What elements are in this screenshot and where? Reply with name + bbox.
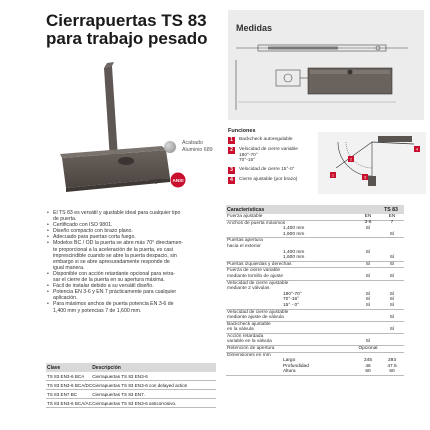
feature-line: • Disponible con acción retardante opcional para retra- (53, 270, 175, 277)
cell-descripcion: Cierrapuertas TS 83 EN7. (92, 390, 216, 399)
funciones-list (228, 137, 318, 187)
funcion-item (228, 137, 318, 144)
table-row (226, 238, 404, 261)
funcion-text: 70°-15° (239, 158, 256, 164)
diagram-marker-3: 3 (363, 174, 367, 180)
funcion-text: Velocidad de cierre 15°-0° (239, 166, 295, 172)
cell-descripcion: Cierrapuertas TS 83 EN3-6 (92, 372, 216, 381)
finish-label-1: Acabado (182, 140, 203, 146)
spec-cell: EN (364, 214, 372, 219)
spec-label: Fuerza ajustable (227, 214, 263, 219)
spec-label: Backcheck ajustable (227, 321, 271, 327)
feature-line: te proporcional a la aceleración de la puerta, es casi (53, 246, 173, 253)
product-title (46, 12, 236, 48)
feature-line: 1,400 mm y potencias 7 de 1,600 mm. (53, 307, 142, 314)
funcion-text: Cierre ajustable (por brazo) (239, 176, 298, 182)
spec-cell: Sí (389, 231, 395, 237)
ansi-logo (170, 172, 186, 188)
spec-label: Puertas apertura (227, 238, 263, 244)
table-row (226, 221, 404, 239)
spec-cell (356, 315, 380, 321)
spec-label: en la válvula (227, 327, 254, 333)
feature-line: • Adecuado para puertas corta fuego. (53, 234, 136, 241)
table-row (46, 372, 216, 381)
models-table (46, 363, 216, 408)
feature-line: embargo si se abre apresuradamente responde de (53, 258, 170, 265)
funcion-item (228, 147, 318, 164)
spec-label: Fuerza de cierre variable (227, 268, 281, 274)
door-closer-photo (46, 58, 176, 208)
specs-table (226, 205, 404, 376)
spec-cell: Sí (365, 261, 371, 267)
table-row (226, 281, 404, 310)
header-descripcion: Descripción (92, 363, 216, 372)
funciones-diagram (318, 132, 426, 194)
feature-item (47, 240, 217, 270)
funcion-item (228, 177, 318, 184)
features-list (47, 210, 217, 314)
title-line-2: para trabajo pesado (46, 29, 208, 48)
spec-cell (380, 346, 404, 352)
feature-line: imprescindible cuando se abre la puerta despacio, sin (53, 252, 177, 259)
spec-cell: 46 (365, 363, 371, 369)
spec-cell: Sí (389, 297, 395, 303)
finish-info (164, 140, 213, 153)
cell-descripcion: Cierrapuertas TS 83 EN3-6 anticorrosivo. (92, 399, 216, 408)
table-row (226, 268, 404, 280)
spec-cell: Sí (365, 297, 371, 303)
table-row (46, 390, 216, 399)
spec-label: Velocidad de cierre ajustable (227, 309, 289, 315)
funciones-title: Funciones (228, 128, 256, 134)
table-row (226, 322, 404, 334)
dimensions-drawing (228, 10, 424, 120)
feature-line: • Certificado con ISO 9801. (53, 222, 113, 229)
spec-cell (356, 255, 380, 261)
medidas-title: Medidas (236, 23, 273, 33)
feature-item (47, 210, 217, 222)
spec-cell: Sí (365, 339, 371, 345)
spec-label: variable en la válvula (227, 339, 272, 345)
spec-sublabel: Profundidad (283, 363, 309, 369)
finish-label-2: Aluminio 689 (182, 146, 213, 153)
spec-cell (356, 327, 380, 333)
spec-sublabel: 1,600 mm (283, 231, 305, 237)
spec-label: Retención de apertura (227, 346, 275, 352)
spec-cell: Sí (389, 291, 395, 297)
spec-sublabel: 1,400 mm (283, 249, 305, 255)
feature-item (47, 271, 217, 283)
spec-cell: 7 (390, 219, 394, 225)
spec-label: hacia el exterior (227, 243, 261, 249)
feature-item (47, 301, 217, 313)
specs-rows (226, 214, 404, 376)
spec-cell: 60 (365, 369, 371, 375)
header-clave: Clave (46, 363, 92, 372)
table-header-row (46, 363, 216, 372)
spec-cell: 245 (363, 358, 372, 364)
specs-header-label: Características (227, 206, 265, 213)
table-row (46, 381, 216, 390)
spec-sublabel: Altura (283, 369, 296, 375)
feature-line: • El TS 83 es versátil y ajustable ideal para cualquier tipo (53, 210, 181, 216)
funcion-item (228, 167, 318, 174)
spec-label: Anchos de puerta máximos (227, 220, 286, 226)
cell-clave: TS 83 EN3-6 BCA (46, 372, 92, 381)
spec-cell: 3-6 (364, 219, 372, 225)
funcion-number: 1 (228, 137, 235, 144)
diagram-marker-1: 1 (331, 172, 335, 178)
feature-line: • Fácil de instalar debido a su versátil diseño. (53, 283, 154, 290)
medidas-panel (228, 10, 424, 120)
funcion-number: 2 (228, 147, 235, 154)
spec-label: Acción retardada (227, 333, 264, 339)
feature-item (47, 289, 217, 301)
cell-clave: TS 83 EN3-6 BCA/AC (47, 400, 92, 406)
spec-cell: Sí (389, 261, 395, 267)
spec-sublabel: 15° - 0° (283, 302, 300, 308)
spec-cell: 293 (387, 358, 396, 364)
spec-cell: Sí (365, 291, 371, 297)
spec-cell: 60 (389, 369, 395, 375)
feature-line: • Modelos BC / OD la puerta se abre más 70° directamen- (53, 240, 184, 247)
spec-cell: Sí (389, 255, 395, 261)
funcion-text: 180°-70° (239, 152, 258, 158)
feature-line: igual manera. (53, 264, 85, 271)
diagram-marker-4: 4 (415, 146, 419, 152)
title-line-1: Cierrapuertas TS 83 (46, 11, 207, 30)
spec-label: Dimensiones en mm (227, 352, 271, 358)
spec-sublabel: Largo (283, 358, 296, 364)
spec-cell: Sí (365, 302, 371, 308)
spec-label: Velocidad de cierre ajustable (227, 280, 289, 286)
spec-cell: EN (388, 214, 396, 219)
spec-label: mediante 2 válvulas (227, 286, 270, 292)
cell-clave: TS 83 EN3-6 BCA/DC (47, 382, 93, 388)
spec-sublabel: 1,600 mm (283, 255, 305, 261)
spec-cell: 47.5 (387, 363, 397, 369)
spec-cell: Sí (389, 273, 395, 279)
spec-cell: Opcional (358, 346, 378, 352)
feature-line: aplicación. (53, 295, 78, 302)
spec-cell (380, 339, 404, 345)
feature-line: • Potencia EN 3-6 y EN 7 prácticamente para cualquier (53, 289, 177, 296)
spec-cell: Sí (389, 315, 395, 321)
cell-clave: TS 83 EN7 BC (46, 390, 92, 399)
spec-label: Puertas izquierdas y derechas (227, 261, 292, 267)
table-row (226, 310, 404, 322)
table-row (226, 334, 404, 346)
spec-cell: Sí (389, 327, 395, 333)
spec-cell: Sí (365, 273, 371, 279)
funcion-number: 3 (228, 167, 235, 174)
feature-line: sar el cierre de la puerta en su apertura máxima. (53, 277, 165, 284)
table-row (226, 353, 404, 376)
feature-line: • Para máximos anchos de puerta potencia EN 3-6 de (53, 301, 174, 308)
funcion-text: Backcheck autoregulable (239, 137, 293, 142)
cell-descripcion: Cierrapuertas TS 83 EN3-6 con delayed action (92, 381, 216, 390)
table-row (226, 346, 404, 353)
spec-sublabel: 180°-70° (283, 291, 302, 297)
funcion-text: Velocidad de cierre variable (239, 147, 298, 152)
spec-cell: Sí (365, 226, 371, 232)
feature-line: • Diseño compacto con brazo plano. (53, 228, 133, 235)
spec-cell: Sí (389, 302, 395, 308)
funcion-number: 4 (228, 177, 235, 184)
specs-header-row (226, 205, 404, 214)
spec-sublabel: 1,400 mm (283, 226, 305, 232)
table-row (46, 399, 216, 408)
spec-label: mediante ajuste de válvula (227, 315, 284, 321)
feature-line: de puerta. (53, 216, 77, 223)
aluminium-swatch (164, 141, 176, 153)
diagram-marker-2: 2 (349, 156, 353, 162)
spec-cell (356, 232, 380, 238)
spec-label: mediante tornillo de ajuste (227, 273, 283, 279)
specs-model: TS 83 (384, 206, 398, 213)
spec-cell: Sí (365, 249, 371, 255)
spec-sublabel: 70°-15° (283, 297, 300, 303)
ansi-logo-text: ANSI (172, 177, 184, 183)
